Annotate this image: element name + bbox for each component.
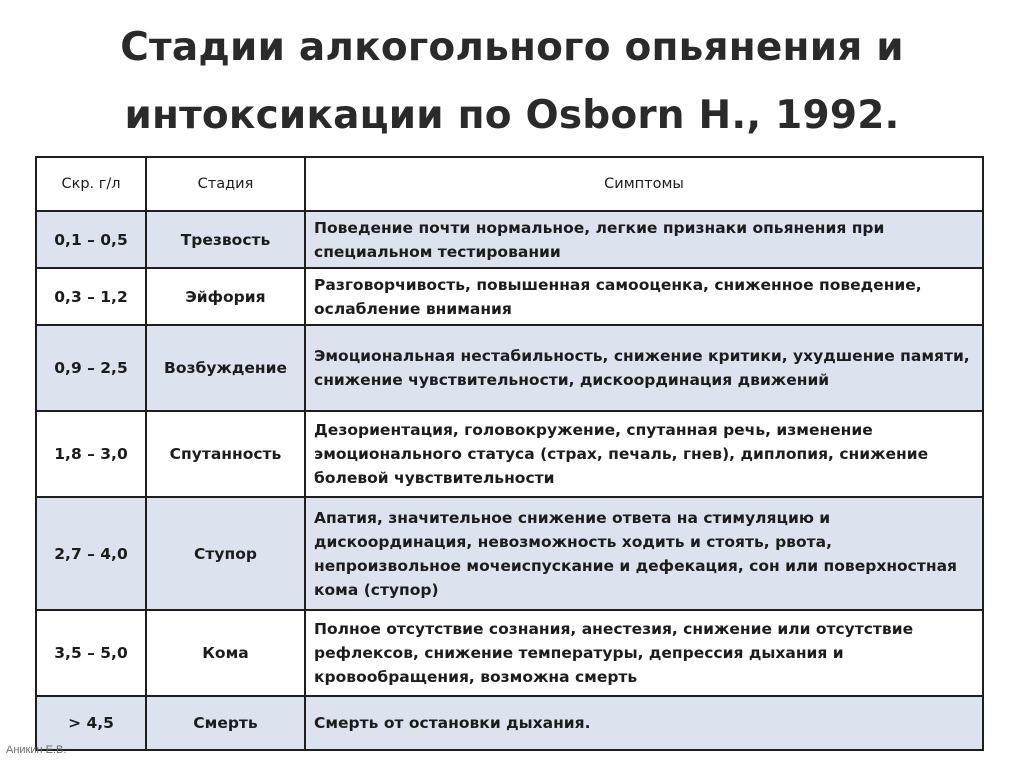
- stages-table-container: [35, 156, 982, 751]
- cell-stage: Возбуждение: [146, 325, 305, 411]
- table-row: [36, 497, 983, 610]
- cell-stage: Эйфория: [146, 268, 305, 325]
- table-row: [36, 696, 983, 750]
- cell-symptoms: Дезориентация, головокружение, спутанная речь, изменение эмоционального статуса (страх, печаль, гнев), диплопия, снижение болевой чувствительности: [305, 411, 983, 497]
- cell-stage: Спутанность: [146, 411, 305, 497]
- cell-symptoms: Разговорчивость, повышенная самооценка, сниженное поведение, ослабление внимания: [305, 268, 983, 325]
- cell-concentration: 0,1 – 0,5: [36, 211, 146, 268]
- cell-symptoms: Полное отсутствие сознания, анестезия, снижение или отсутствие рефлексов, снижение температуры, депрессия дыхания и кровообращения, возможна смерть: [305, 610, 983, 696]
- cell-concentration: 3,5 – 5,0: [36, 610, 146, 696]
- page-title: [0, 14, 1024, 150]
- title-line-1: Стадии алкогольного опьянения и: [120, 25, 904, 70]
- title-line-2: интоксикации по Osborn H., 1992.: [124, 93, 900, 138]
- table-row: [36, 411, 983, 497]
- cell-concentration: 2,7 – 4,0: [36, 497, 146, 610]
- header-stage: Стадия: [146, 157, 305, 211]
- cell-stage: Трезвость: [146, 211, 305, 268]
- cell-stage: Кома: [146, 610, 305, 696]
- table-row: [36, 268, 983, 325]
- cell-stage: Смерть: [146, 696, 305, 750]
- table-row: [36, 610, 983, 696]
- cell-concentration: > 4,5: [36, 696, 146, 750]
- stages-table: [35, 156, 984, 751]
- header-symptoms: Симптомы: [305, 157, 983, 211]
- table-header-row: [36, 157, 983, 211]
- cell-stage: Ступор: [146, 497, 305, 610]
- header-concentration: Скр. г/л: [36, 157, 146, 211]
- table-row: [36, 325, 983, 411]
- cell-symptoms: Смерть от остановки дыхания.: [305, 696, 983, 750]
- author-footer: Аникин Е.В.: [6, 744, 67, 756]
- cell-symptoms: Апатия, значительное снижение ответа на стимуляцию и дискоординация, невозможность ходить и стоять, рвота, непроизвольное мочеиспускание и дефекация, сон или поверхностная кома (ступор): [305, 497, 983, 610]
- cell-concentration: 0,3 – 1,2: [36, 268, 146, 325]
- cell-concentration: 1,8 – 3,0: [36, 411, 146, 497]
- cell-concentration: 0,9 – 2,5: [36, 325, 146, 411]
- cell-symptoms: Эмоциональная нестабильность, снижение критики, ухудшение памяти, снижение чувствительности, дискоординация движений: [305, 325, 983, 411]
- table-row: [36, 211, 983, 268]
- cell-symptoms: Поведение почти нормальное, легкие признаки опьянения при специальном тестировании: [305, 211, 983, 268]
